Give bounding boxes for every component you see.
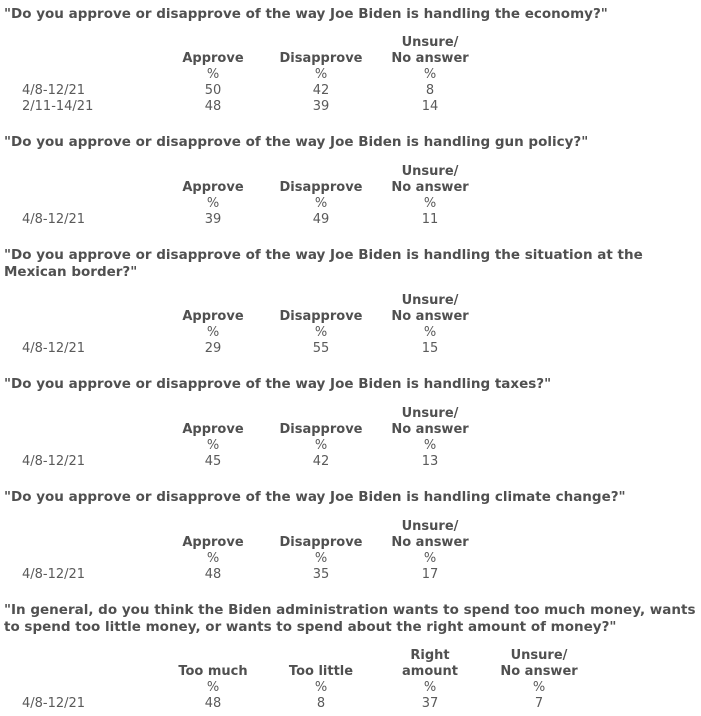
question-text: "In general, do you think the Biden administration wants to spend too much money, wants to spend too little money, or wants to spend about the right amount of money?": [4, 602, 696, 635]
table-cell: 7: [534, 696, 544, 711]
question-text: "Do you approve or disapprove of the way Joe Biden is handling taxes?": [4, 376, 552, 392]
percent-label: %: [206, 325, 220, 340]
percent-label: %: [314, 196, 328, 211]
column-header: No answer: [500, 664, 578, 679]
table-cell: 48: [204, 99, 222, 114]
column-header: No answer: [391, 51, 469, 66]
table-cell: 42: [312, 454, 330, 469]
column-header-line1: Right: [410, 648, 450, 663]
question-text: "Do you approve or disapprove of the way Joe Biden is handling climate change?": [4, 489, 626, 505]
percent-label: %: [423, 680, 437, 695]
percent-label: %: [423, 551, 437, 566]
column-header: Approve: [182, 422, 244, 437]
percent-label: %: [206, 196, 220, 211]
column-header: amount: [402, 664, 458, 679]
table-cell: 14: [421, 99, 439, 114]
table-cell: 39: [204, 212, 222, 227]
column-header: Approve: [182, 180, 244, 195]
table-cell: 37: [421, 696, 439, 711]
table-cell: 48: [204, 567, 222, 582]
row-date: 4/8-12/21: [22, 341, 86, 356]
percent-label: %: [206, 438, 220, 453]
column-header: Too much: [178, 664, 248, 679]
percent-label: %: [206, 680, 220, 695]
row-date: 4/8-12/21: [22, 212, 86, 227]
percent-label: %: [314, 551, 328, 566]
column-header: Disapprove: [279, 309, 363, 324]
question-text: "Do you approve or disapprove of the way Joe Biden is handling the situation at the Mexican border?": [4, 247, 643, 280]
table-cell: 8: [316, 696, 326, 711]
column-header-line1: Unsure/: [401, 406, 459, 421]
column-header: Too little: [288, 664, 354, 679]
row-date: 4/8-12/21: [22, 454, 86, 469]
row-date: 2/11-14/21: [22, 99, 94, 114]
column-header: No answer: [391, 422, 469, 437]
table-cell: 42: [312, 83, 330, 98]
percent-label: %: [423, 325, 437, 340]
table-cell: 50: [204, 83, 222, 98]
table-cell: 55: [312, 341, 330, 356]
table-cell: 29: [204, 341, 222, 356]
percent-label: %: [314, 438, 328, 453]
row-date: 4/8-12/21: [22, 567, 86, 582]
percent-label: %: [423, 67, 437, 82]
percent-label: %: [423, 438, 437, 453]
column-header-line1: Unsure/: [401, 293, 459, 308]
table-cell: 15: [421, 341, 439, 356]
table-cell: 48: [204, 696, 222, 711]
question-text: "Do you approve or disapprove of the way Joe Biden is handling the economy?": [4, 6, 608, 22]
column-header: Disapprove: [279, 51, 363, 66]
column-header: Disapprove: [279, 535, 363, 550]
percent-label: %: [314, 67, 328, 82]
column-header-line1: Unsure/: [401, 519, 459, 534]
percent-label: %: [423, 196, 437, 211]
table-cell: 8: [425, 83, 435, 98]
column-header: Approve: [182, 51, 244, 66]
column-header: No answer: [391, 535, 469, 550]
column-header: No answer: [391, 309, 469, 324]
column-header-line1: Unsure/: [401, 164, 459, 179]
column-header: Disapprove: [279, 180, 363, 195]
table-cell: 11: [421, 212, 439, 227]
table-cell: 49: [312, 212, 330, 227]
column-header-line1: Unsure/: [510, 648, 568, 663]
question-text: "Do you approve or disapprove of the way Joe Biden is handling gun policy?": [4, 134, 589, 150]
percent-label: %: [532, 680, 546, 695]
column-header: Approve: [182, 535, 244, 550]
column-header-line1: Unsure/: [401, 35, 459, 50]
percent-label: %: [206, 551, 220, 566]
column-header: Approve: [182, 309, 244, 324]
column-header: Disapprove: [279, 422, 363, 437]
table-cell: 13: [421, 454, 439, 469]
table-cell: 39: [312, 99, 330, 114]
percent-label: %: [314, 325, 328, 340]
table-cell: 35: [312, 567, 330, 582]
table-cell: 45: [204, 454, 222, 469]
table-cell: 17: [421, 567, 439, 582]
row-date: 4/8-12/21: [22, 83, 86, 98]
row-date: 4/8-12/21: [22, 696, 86, 711]
percent-label: %: [206, 67, 220, 82]
column-header: No answer: [391, 180, 469, 195]
percent-label: %: [314, 680, 328, 695]
